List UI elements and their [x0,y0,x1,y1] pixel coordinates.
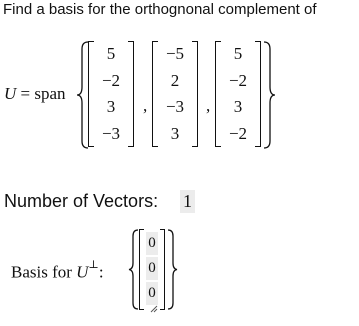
vector-left-bracket [139,229,144,310]
vector-right-bracket [192,41,198,147]
basis-variable: U [76,262,89,282]
problem-prompt: Find a basis for the orthognonal complement of [3,1,317,18]
vector-entry: −2 [101,70,121,90]
basis-label-prefix: Basis for [11,262,77,282]
vector-entry: −5 [165,44,185,64]
basis-vector [139,229,165,310]
vector-right-bracket [255,41,261,147]
resize-grip-icon[interactable] [150,300,158,308]
span-vector-3 [215,41,261,149]
vector-entry: −3 [101,123,121,143]
perp-symbol: ⊥ [88,259,99,271]
span-text: = span [16,84,66,103]
vector-entry: 3 [233,97,243,117]
vector-entry: −3 [165,97,185,117]
vector-right-bracket [160,229,165,310]
vector-right-bracket [128,41,134,147]
basis-right-brace [166,229,180,310]
num-vectors-label: Number of Vectors: [4,191,159,211]
span-vector-2 [152,41,198,149]
vector-separator: , [206,96,211,115]
num-vectors-input[interactable] [180,190,195,213]
vector-separator: , [143,96,148,115]
vector-entry: −2 [228,70,248,90]
span-vector-1 [88,41,134,149]
subspace-label [4,84,66,104]
basis-entry-input[interactable] [146,232,158,255]
vector-entry: 5 [233,44,243,64]
basis-entry-input[interactable] [146,257,158,280]
vector-entry: 5 [106,44,116,64]
subspace-variable: U [4,84,17,103]
vector-entry: 2 [170,70,180,90]
vector-entry: 3 [106,97,116,117]
basis-label [11,261,104,283]
right-brace [262,41,276,149]
vector-entry: −2 [228,123,248,143]
vector-entry: 3 [170,123,180,143]
basis-colon: : [98,262,104,282]
